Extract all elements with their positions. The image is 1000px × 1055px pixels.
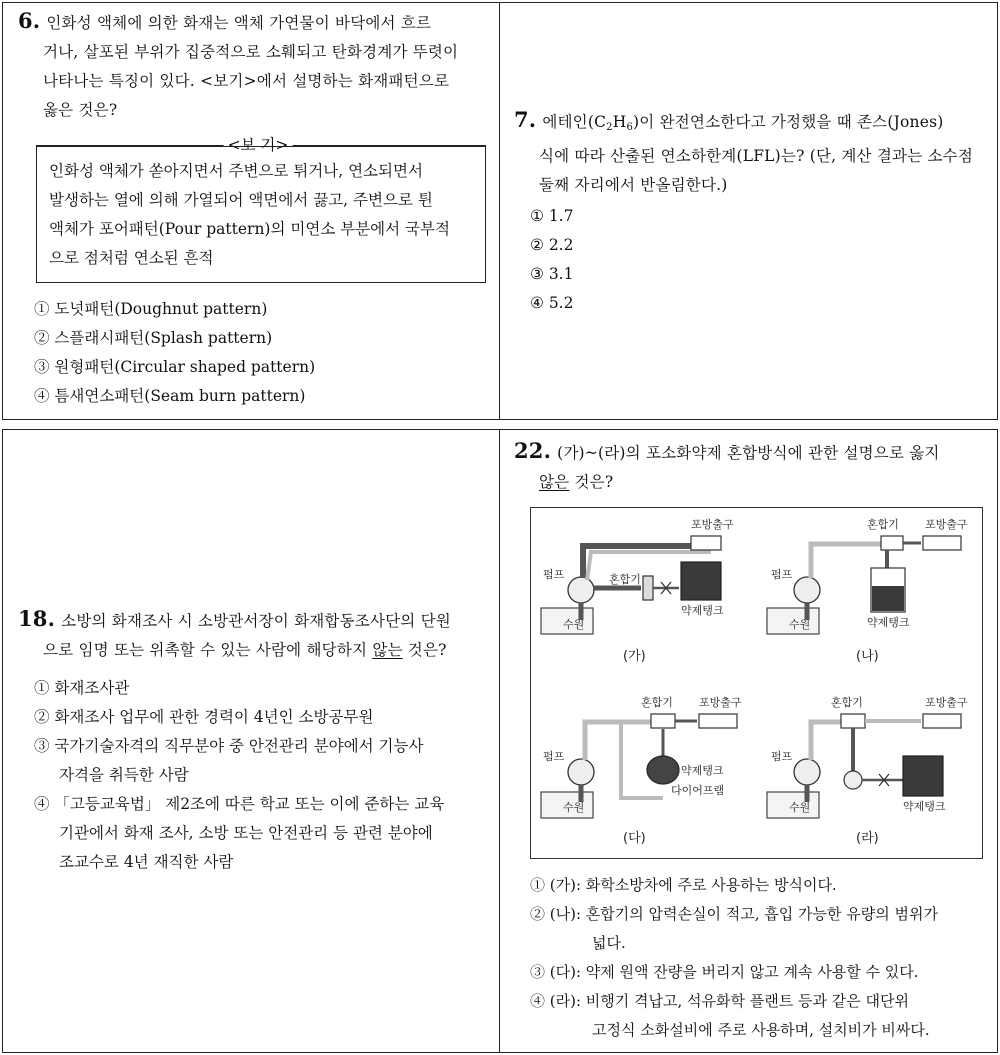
question-18-stem (18, 604, 451, 665)
question-18-option-3[interactable]: ③ 국가기술자격의 직무분야 중 안전관리 분야에서 기능사 (34, 737, 424, 755)
ga-mixer-label: 혼합기 (609, 573, 641, 586)
question-18-option-4[interactable]: ④ 「고등교육법」 제2조에 따른 학교 또는 이에 준하는 교육 (34, 795, 445, 813)
ga-water-source-label: 수원 (563, 618, 585, 631)
question-6-option-1[interactable]: ① 도넛패턴(Doughnut pattern) (34, 300, 268, 318)
question-7-panel (499, 2, 998, 420)
question-7-options (530, 202, 573, 318)
diagram-na (767, 517, 968, 664)
da-mixer-label: 혼합기 (641, 696, 673, 709)
question-22-options (530, 871, 938, 1045)
da-water-source-label: 수원 (563, 801, 585, 814)
question-7-line-1a: 에테인(C (542, 113, 607, 131)
ga-pump-label: 펌프 (543, 568, 565, 581)
na-agent-tank-fill (872, 586, 904, 611)
question-18-line-2b: 것은? (402, 641, 447, 659)
question-22-option-2[interactable]: ② (나): 혼합기의 압력손실이 적고, 흡입 가능한 유량의 범위가 (530, 905, 938, 923)
ra-agent-tank-label: 약제탱크 (903, 800, 946, 813)
question-6-stem (18, 6, 458, 125)
ra-agent-tank (903, 756, 943, 796)
question-22-stem (514, 436, 940, 497)
ra-mixer-label: 혼합기 (831, 696, 863, 709)
foam-mixing-diagram (530, 507, 983, 859)
question-7-option-3[interactable]: ③ 3.1 (530, 265, 574, 283)
na-caption: (나) (856, 649, 879, 664)
question-22-underline: 않은 (539, 473, 570, 491)
bogi-line-4: 으로 점처럼 연소된 흔적 (49, 249, 214, 267)
question-7-number: 7. (514, 107, 537, 132)
question-6-option-3[interactable]: ③ 원형패턴(Circular shaped pattern) (34, 358, 316, 376)
question-6-line-2: 거나, 살포된 부위가 집중적으로 소훼되고 탄화경계가 뚜렷이 (43, 43, 459, 61)
question-22-line-2b: 것은? (569, 473, 614, 491)
question-6-options (34, 295, 315, 411)
question-18-option-3-cont: 자격을 취득한 사람 (59, 766, 189, 784)
da-foam-outlet-label: 포방출구 (699, 696, 742, 709)
question-18-line-2a: 으로 임명 또는 위촉할 수 있는 사람에 해당하지 (43, 641, 373, 659)
question-22-option-4-cont: 고정식 소화설비에 주로 사용하며, 설치비가 비싸다. (592, 1021, 930, 1039)
question-7-option-1[interactable]: ① 1.7 (530, 207, 574, 225)
question-18-option-4-cont-2: 조교수로 4년 재직한 사람 (59, 853, 234, 871)
question-18-option-4-cont-1: 기관에서 화재 조사, 소방 또는 안전관리 등 관련 분야에 (59, 824, 433, 842)
question-22-number: 22. (514, 438, 552, 463)
ga-pump-shape (568, 577, 594, 603)
ra-mixer-shape (841, 714, 865, 728)
question-7-line-1c: )이 완전연소한다고 가정했을 때 존스(Jones) (633, 113, 944, 131)
da-mixer-shape (651, 714, 675, 728)
da-diaphragm-label: 다이어프램 (671, 784, 725, 797)
na-pump-label: 펌프 (771, 568, 793, 581)
na-mixer-label: 혼합기 (867, 518, 899, 531)
question-7-subscript-c: 2 (606, 122, 613, 133)
question-7-line-3: 둘째 자리에서 반올림한다.) (539, 176, 728, 194)
question-18-underline: 않는 (372, 641, 403, 659)
da-agent-tank (647, 756, 679, 784)
question-22-option-4[interactable]: ④ (라): 비행기 격납고, 석유화학 플랜트 등과 같은 대단위 (530, 992, 909, 1010)
question-6-option-4[interactable]: ④ 틈새연소패턴(Seam burn pattern) (34, 387, 306, 405)
question-22-option-3[interactable]: ③ (다): 약제 원액 잔량을 버리지 않고 계속 사용할 수 있다. (530, 963, 919, 981)
question-18-number: 18. (18, 606, 56, 631)
ga-agent-tank-label: 약제탱크 (681, 604, 724, 617)
question-7-subscript-h: 6 (626, 122, 633, 133)
ra-foam-outlet-label: 포방출구 (925, 696, 968, 709)
ra-foam-outlet-box (923, 714, 961, 728)
da-discharge-pipe (585, 722, 651, 760)
diagram-da (541, 695, 742, 846)
question-7-option-4[interactable]: ④ 5.2 (530, 294, 574, 312)
ga-caption: (가) (623, 649, 646, 664)
ra-pump-shape (794, 759, 820, 785)
question-7-line-1b: H (612, 113, 627, 131)
question-7-stem (514, 105, 973, 200)
ga-agent-tank (681, 562, 721, 600)
na-foam-outlet-label: 포방출구 (925, 518, 968, 531)
question-6-number: 6. (18, 8, 41, 33)
na-water-source-label: 수원 (789, 618, 811, 631)
diagram-ga (541, 517, 734, 664)
ra-agent-pump (844, 771, 862, 789)
ra-caption: (라) (856, 831, 879, 846)
na-foam-outlet-box (923, 536, 961, 550)
question-6-line-4: 옳은 것은? (43, 101, 118, 119)
ra-discharge-pipe (811, 722, 841, 760)
da-caption: (다) (623, 831, 646, 846)
question-18-line-1: 소방의 화재조사 시 소방관서장이 화재합동조사단의 단원 (61, 612, 451, 630)
question-18-options (34, 674, 444, 877)
foam-mixing-diagram-svg (531, 508, 982, 858)
bogi-line-3: 액체가 포어패턴(Pour pattern)의 미연소 부분에서 국부적 (49, 220, 450, 238)
bogi-label: <보 기> (224, 133, 293, 155)
da-agent-tank-label: 약제탱크 (681, 764, 724, 777)
question-18-option-1[interactable]: ① 화재조사관 (34, 679, 130, 697)
bogi-line-2: 발생하는 열에 의해 가열되어 액면에서 끓고, 주변으로 튄 (49, 191, 433, 209)
question-6-line-3: 나타나는 특징이 있다. <보기>에서 설명하는 화재패턴으로 (43, 72, 450, 90)
question-6-option-2[interactable]: ② 스플래시패턴(Splash pattern) (34, 329, 273, 347)
question-18-option-2[interactable]: ② 화재조사 업무에 관한 경력이 4년인 소방공무원 (34, 708, 374, 726)
na-pump-shape (794, 577, 820, 603)
question-6-line-1: 인화성 액체에 의한 화재는 액체 가연물이 바닥에서 흐르 (46, 14, 432, 32)
ra-pump-label: 펌프 (771, 750, 793, 763)
da-foam-outlet-box (699, 714, 737, 728)
ra-water-source-label: 수원 (789, 801, 811, 814)
da-pump-label: 펌프 (543, 750, 565, 763)
question-7-line-2: 식에 따라 산출된 연소하한계(LFL)는? (단, 계산 결과는 소수점 (539, 147, 974, 165)
bogi-line-1: 인화성 액체가 쏟아지면서 주변으로 튀거나, 연소되면서 (49, 162, 423, 180)
question-22-line-1: (가)~(라)의 포소화약제 혼합방식에 관한 설명으로 옳지 (557, 444, 940, 462)
da-pump-shape (568, 759, 594, 785)
ga-foam-outlet-box (691, 536, 721, 550)
na-mixer-shape (881, 536, 903, 550)
diagram-ra (767, 695, 968, 846)
ga-foam-outlet-label: 포방출구 (691, 518, 734, 531)
bogi-box (36, 146, 486, 283)
question-22-option-1[interactable]: ① (가): 화학소방차에 주로 사용하는 방식이다. (530, 876, 837, 894)
ga-mixer-shape (643, 576, 653, 600)
question-22-option-2-cont: 넓다. (592, 934, 626, 952)
na-agent-tank-label: 약제탱크 (867, 616, 910, 629)
question-7-option-2[interactable]: ② 2.2 (530, 236, 574, 254)
